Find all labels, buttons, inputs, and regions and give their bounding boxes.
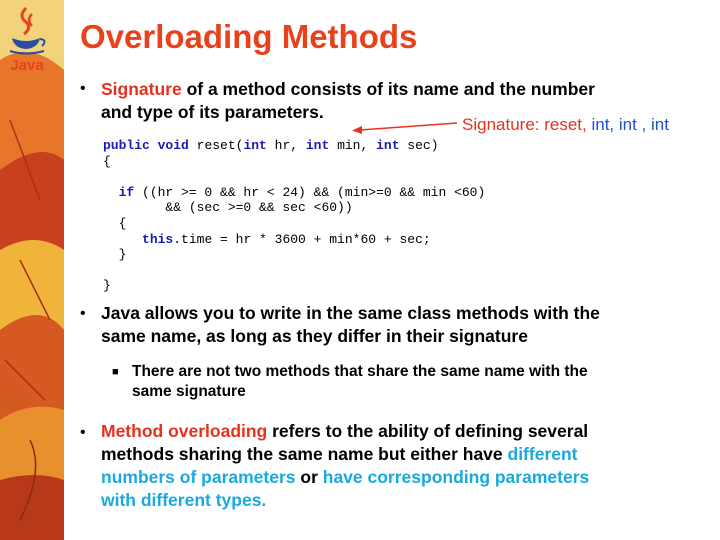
signature-text-line2: and type of its parameters. — [101, 102, 324, 122]
code-line-7: this.time = hr * 3600 + min*60 + sec; — [142, 231, 431, 247]
code-line-6: { — [118, 215, 127, 231]
svg-text:Java: Java — [10, 57, 44, 74]
signature-keyword: Signature — [101, 79, 182, 99]
bullet-text-overloading: Method overloading refers to the ability of defining several methods sharing the same name but either have different numbers of parameters or have corresponding parameters with different types. — [101, 421, 590, 510]
sub-bullet-text: There are not two methods that share the same name with the same signature — [132, 363, 588, 400]
code-line-4: if ((hr >= 0 && hr < 24) && (min>=0 && min <60) — [118, 184, 486, 200]
code-line-1: public void reset(int hr, int min, int sec) — [103, 138, 439, 153]
bullet-text-java: Java allows you to write in the same class methods with the same name, as long as they differ in their signature — [101, 303, 600, 346]
signature-text-line1: of a method consists of its name and the number — [181, 79, 595, 99]
bullet-marker: • — [80, 424, 86, 441]
bullet-marker: • — [80, 80, 86, 97]
code-line-2: { — [103, 153, 111, 169]
sub-bullet-marker: ■ — [112, 366, 119, 378]
slide-title: Overloading Methods — [80, 18, 418, 55]
code-block — [103, 138, 485, 294]
callout-blue-text: int, int , int — [591, 115, 669, 134]
code-line-5: && (sec >=0 && sec <60)) — [118, 200, 353, 216]
code-line-8: } — [118, 247, 127, 263]
callout-red-text: Signature: reset, — [462, 115, 592, 134]
code-line-10: } — [103, 278, 111, 294]
bullet-marker: • — [80, 305, 86, 322]
